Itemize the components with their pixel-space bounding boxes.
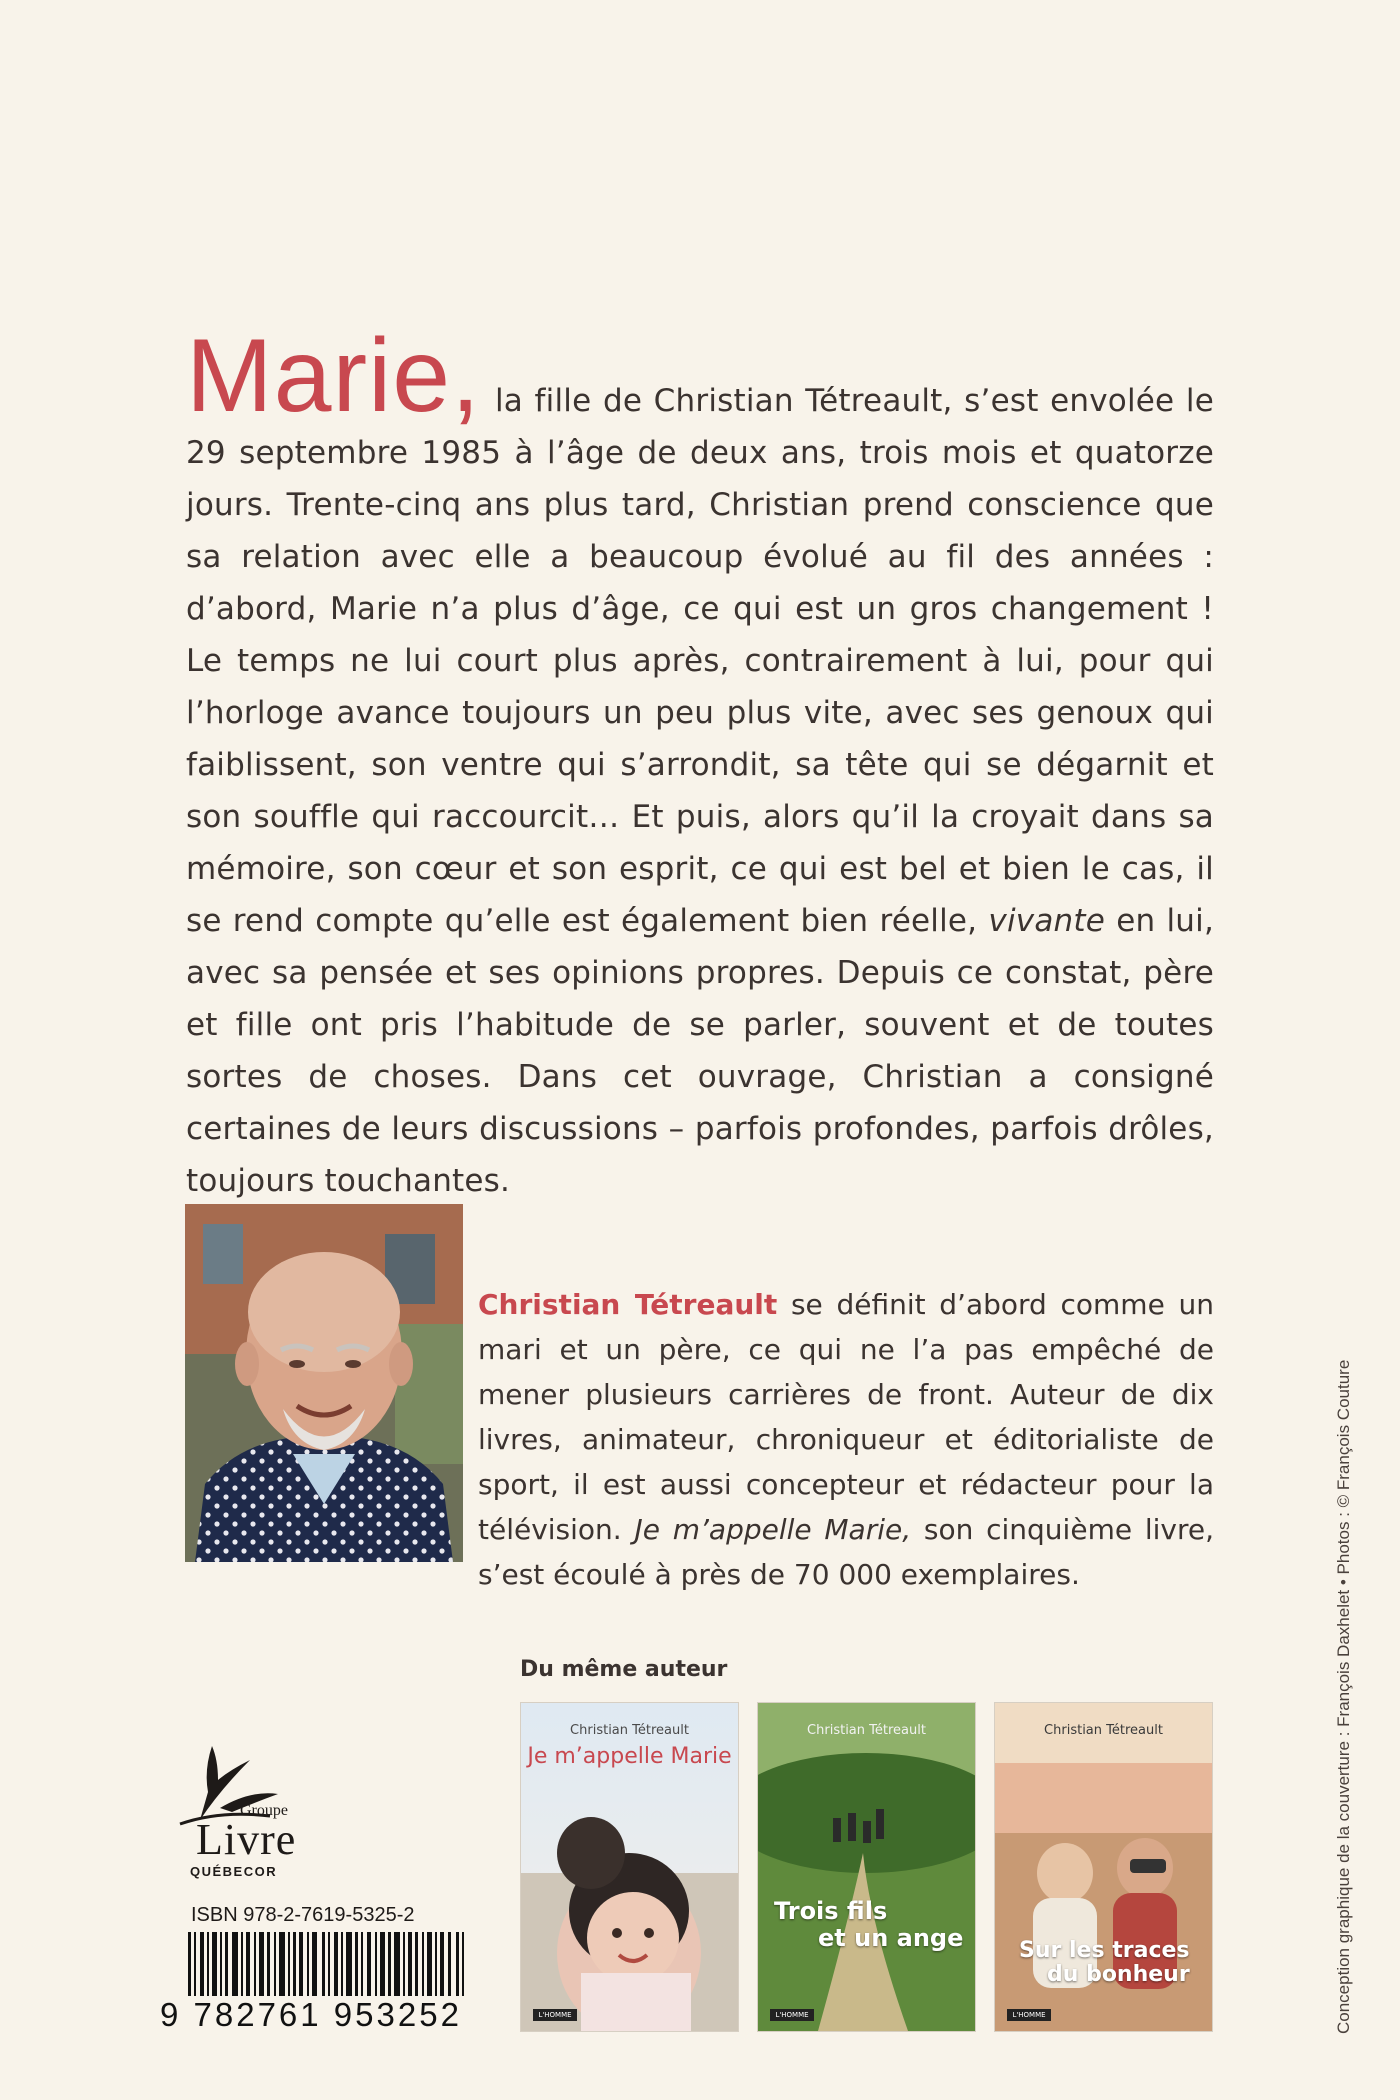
synopsis-text-2: en lui, avec sa pensée et ses opinions propres. Depuis ce constat, père et fille ont pris l’habitude de se parler, souvent et de toutes sortes de choses. Dans cet ouvrage, Christian a consigné certaines de leurs discussions – parfois profondes, parfois drôles, toujours touchantes. [186,903,1215,1199]
author-name: Christian Tétreault [478,1288,778,1321]
author-bio-text-2: son cinquième livre, s’est écoulé à près de 70 000 exemplaires. [478,1513,1214,1591]
author-photo [185,1204,463,1562]
book-1-publisher-logo: L'HOMME [533,2009,577,2021]
book-3-title-line-2: du bonheur [1047,1962,1190,1987]
synopsis-dropword: Marie, [186,318,481,434]
book-2-title-line-1: Trois fils [774,1897,888,1925]
publisher-livre: Livre [196,1815,297,1864]
book-2-author: Christian Tétreault [807,1723,926,1738]
publisher-groupe: Groupe [240,1802,288,1819]
book-1-title: Je m’appelle Marie [527,1744,732,1769]
book-3-title-line-1: Sur les traces [1019,1938,1190,1963]
book-2-title-line-2: et un ange [818,1924,964,1952]
publisher-quebecor: QUÉBECOR [190,1864,278,1879]
synopsis-emphasis: vivante [988,903,1105,939]
book-cover-sur-les-traces [994,1702,1213,2032]
book-1-author: Christian Tétreault [570,1723,689,1738]
barcode-digits: 9 782761 953252 [158,1996,478,2034]
author-bio-book-title: Je m’appelle Marie, [634,1513,912,1546]
book-3-publisher-logo: L'HOMME [1007,2009,1051,2021]
author-bio [478,1282,1214,1597]
cover-credits: Conception graphique de la couverture : François Daxhelet • Photos : © François Couture [1334,1359,1353,2034]
book-cover-trois-fils [757,1702,976,2032]
synopsis [186,318,1215,1207]
synopsis-text-1: la fille de Christian Tétreault, s’est envolée le 29 septembre 1985 à l’âge de deux ans, trois mois et quatorze jours. Trente-cinq ans plus tard, Christian prend conscience que sa relation avec elle a beaucoup évolué au fil des années : d’abord, Marie n’a plus d’âge, ce qui est un gros changement ! Le temps ne lui court plus après, contrairement à lui, pour qui l’horloge avance toujours un peu plus vite, avec ses genoux qui faiblissent, son ventre qui s’arrondit, sa tête qui se dégarnit et son souffle qui raccourcit… Et puis, alors qu’il la croyait dans sa mémoire, son cœur et son esprit, ce qui est bel et bien le cas, il se rend compte qu’elle est également bien réelle, [186,383,1214,939]
isbn-label: ISBN 978-2-7619-5325-2 [191,1904,415,1926]
publisher-logo [160,1740,320,1880]
author-bio-text-1: se définit d’abord comme un mari et un père, ce qui ne l’a pas empêché de mener plusieurs carrières de front. Auteur de dix livres, animateur, chroniqueur et éditorialiste de sport, il est aussi concepteur et rédacteur pour la télévision. [478,1288,1214,1546]
book-3-author: Christian Tétreault [1044,1723,1163,1738]
book-cover-je-mappelle-marie [520,1702,739,2032]
book-2-publisher-logo: L'HOMME [770,2009,814,2021]
book-2-title [774,1898,963,1952]
same-author-label: Du même auteur [520,1657,728,1682]
book-3-title [1019,1939,1190,1987]
